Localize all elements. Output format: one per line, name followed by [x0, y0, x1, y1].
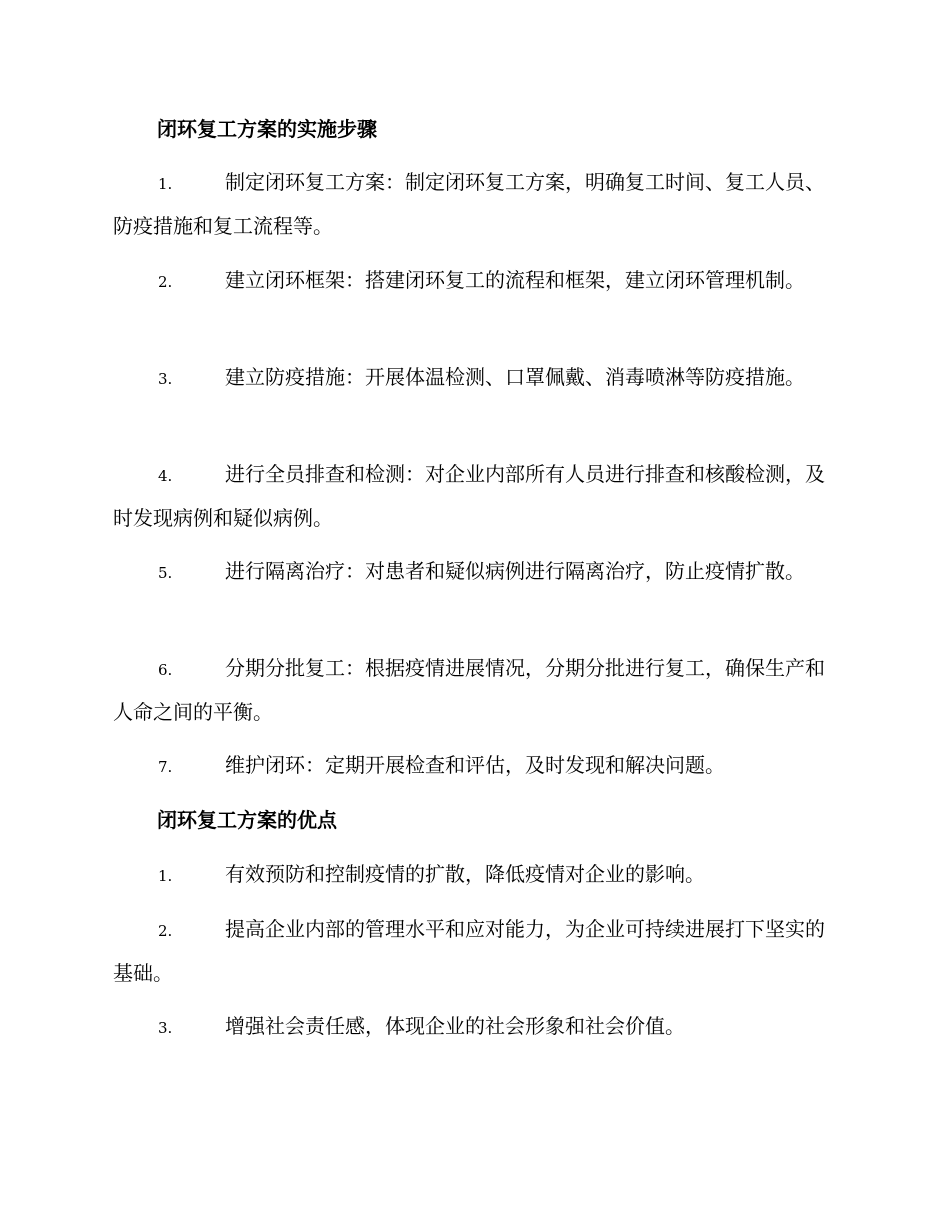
section-heading-steps: 闭环复工方案的实施步骤 — [157, 117, 377, 141]
list-item — [113, 453, 837, 539]
list-item — [113, 744, 837, 788]
list-item-number: 2. — [158, 922, 173, 940]
list-item-number: 3. — [158, 1019, 173, 1037]
list-item — [113, 356, 837, 400]
list-item-number: 2. — [158, 273, 173, 291]
list-item-number: 1. — [158, 867, 173, 885]
list-item-number: 5. — [158, 564, 173, 582]
list-item-number: 7. — [158, 758, 173, 776]
list-item — [113, 161, 837, 247]
list-item — [113, 550, 837, 594]
list-item-text: 进行隔离治疗：对患者和疑似病例进行隔离治疗，防止疫情扩散。 — [225, 559, 805, 583]
list-item-text: 制定闭环复工方案：制定闭环复工方案，明确复工时间、复工人员、防疫措施和复工流程等。 — [113, 170, 825, 238]
list-item — [113, 647, 837, 733]
list-item-text: 建立防疫措施：开展体温检测、口罩佩戴、消毒喷淋等防疫措施。 — [225, 365, 805, 389]
list-item-number: 1. — [158, 175, 173, 193]
list-item-text: 提高企业内部的管理水平和应对能力，为企业可持续进展打下坚实的基础。 — [113, 917, 825, 985]
list-item-number: 6. — [158, 661, 173, 679]
list-item-text: 有效预防和控制疫情的扩散，降低疫情对企业的影响。 — [225, 862, 705, 886]
list-item-text: 增强社会责任感，体现企业的社会形象和社会价值。 — [225, 1014, 685, 1038]
list-item — [113, 1005, 837, 1049]
list-item-text: 进行全员排查和检测：对企业内部所有人员进行排查和核酸检测，及时发现病例和疑似病例。 — [113, 462, 825, 530]
list-item — [113, 908, 837, 994]
list-item-number: 3. — [158, 370, 173, 388]
section-heading-advantages: 闭环复工方案的优点 — [157, 808, 337, 832]
list-item-text: 建立闭环框架：搭建闭环复工的流程和框架，建立闭环管理机制。 — [225, 268, 805, 292]
list-item — [113, 853, 837, 897]
list-item-text: 维护闭环：定期开展检查和评估，及时发现和解决问题。 — [225, 753, 725, 777]
list-item-text: 分期分批复工：根据疫情进展情况，分期分批进行复工，确保生产和人命之间的平衡。 — [113, 656, 825, 724]
list-item-number: 4. — [158, 467, 173, 485]
list-item — [113, 259, 837, 303]
